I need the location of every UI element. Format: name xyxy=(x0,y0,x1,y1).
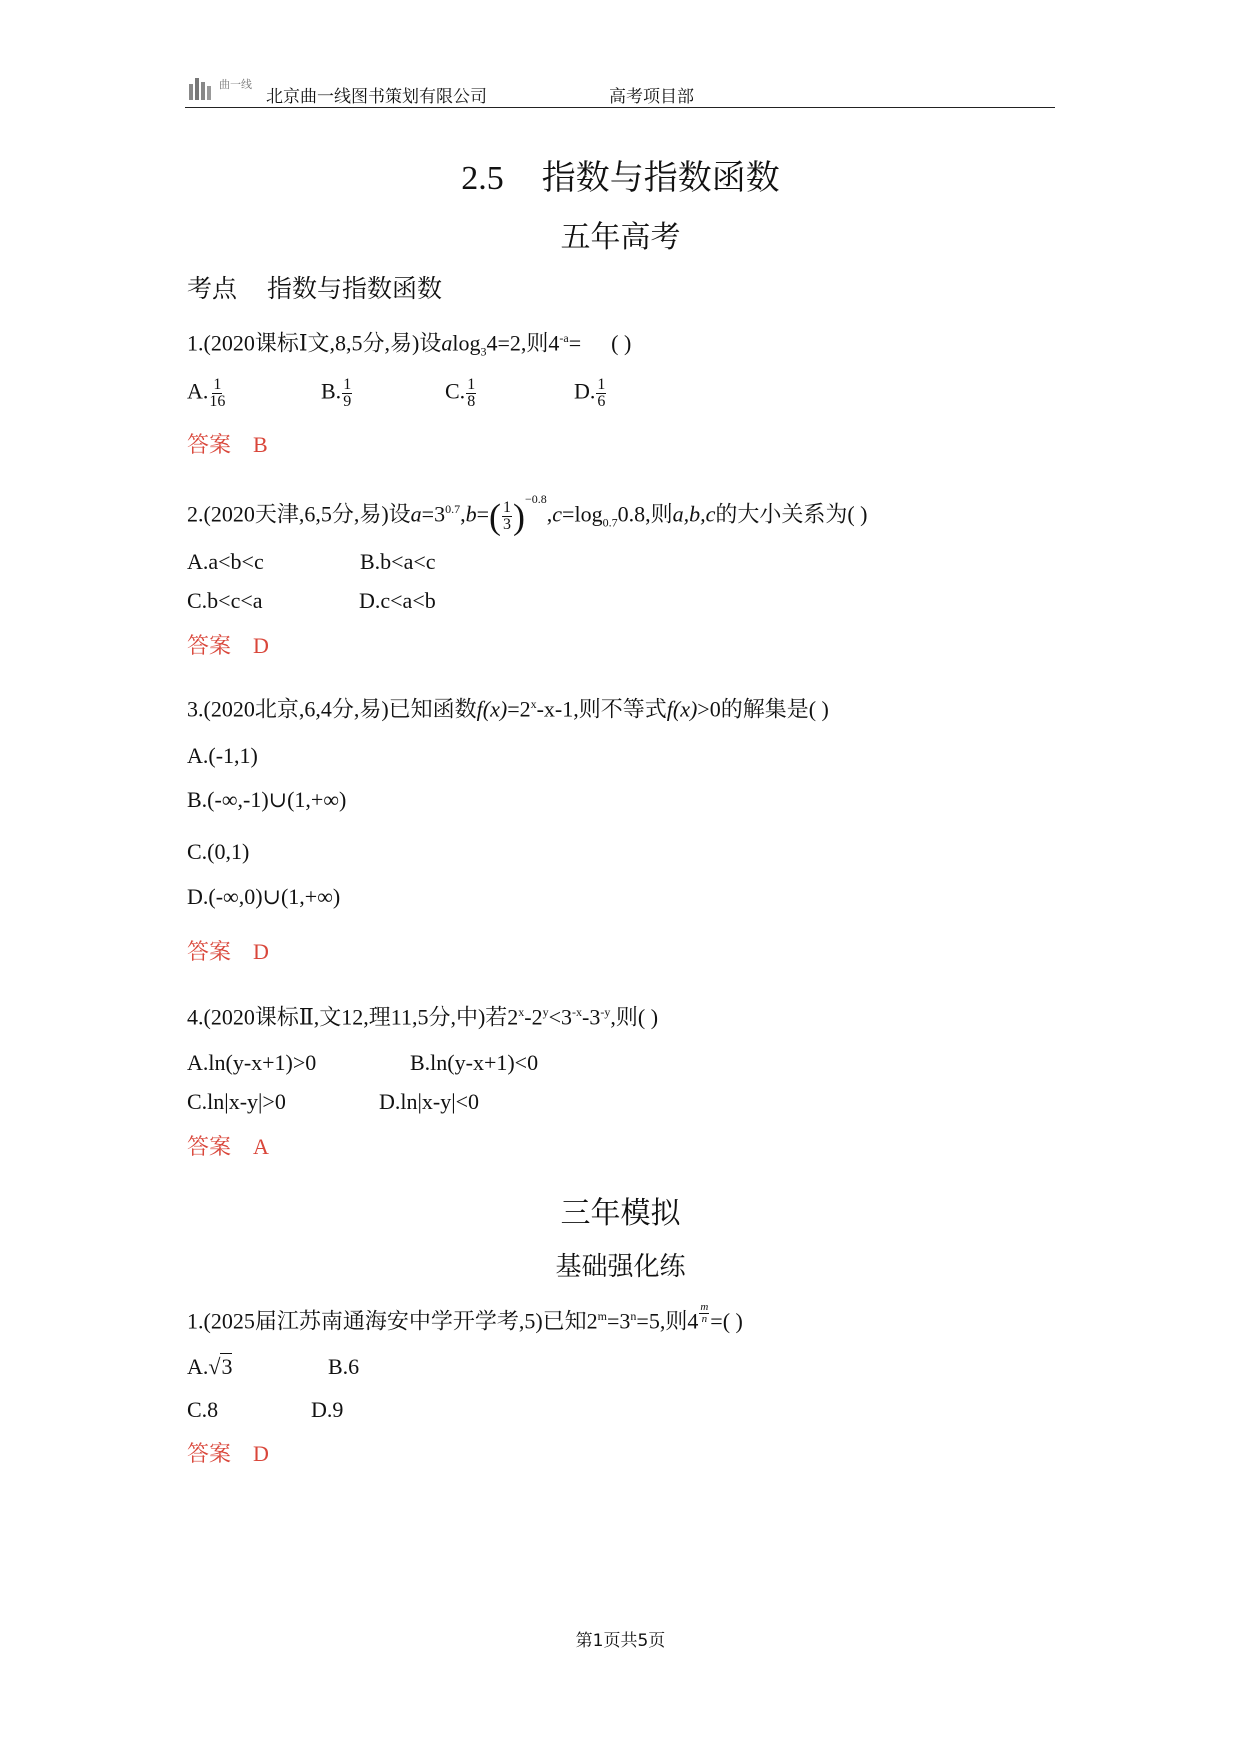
section-heading-three-year: 三年模拟 xyxy=(560,1196,681,1231)
option-c[interactable]: C.(0,1) xyxy=(187,839,250,864)
option-c[interactable]: C. $\frac{1}{8}$ xyxy=(445,376,476,410)
topic-text: 指数与指数函数 xyxy=(267,274,443,303)
option-a[interactable]: A.√3 xyxy=(187,1354,233,1379)
building-logo-icon xyxy=(187,76,217,100)
answer-q2: 答案 D xyxy=(187,633,269,659)
header-divider xyxy=(185,107,1055,108)
publisher-logo xyxy=(187,76,265,100)
answer-q1: 答案 B xyxy=(187,432,268,458)
option-d[interactable]: D. $\frac{1}{6}$ xyxy=(574,376,606,410)
option-d[interactable]: D.(-∞,0)∪(1,+∞) xyxy=(187,884,341,909)
section-number: 2.5 xyxy=(461,160,504,197)
question-3: 3.(2020北京,6,4分,易)已知函数$f(x)=2^x-x-1$,则不等式f(x)>0的解集是( ) xyxy=(187,696,829,722)
option-b[interactable]: B.6 xyxy=(328,1354,360,1379)
option-a[interactable]: A. $\frac{1}{16}$ xyxy=(187,376,226,410)
option-b[interactable]: B.(-∞,-1)∪(1,+∞) xyxy=(187,787,347,812)
option-a[interactable]: A.ln(y-x+1)>0 xyxy=(187,1050,317,1075)
option-b[interactable]: B. $\frac{1}{9}$ xyxy=(321,376,352,410)
logo-text: 曲一线 xyxy=(219,78,252,91)
topic-label: 考点 xyxy=(187,274,238,303)
question-2: 2.(2020天津,6,5分,易)设$a=3^{0.7},b=$( $\frac{1}{3}$ )$^{-0.8},c=\log_{0.7}0.8$,则a,b,c的大小关系为( ) xyxy=(187,492,868,537)
option-c[interactable]: C.b<c<a xyxy=(187,588,263,613)
department-name: 高考项目部 xyxy=(609,87,694,107)
option-c[interactable]: C.8 xyxy=(187,1397,219,1422)
option-c[interactable]: C.ln|x-y|>0 xyxy=(187,1089,286,1114)
question-4: 4.(2020课标Ⅱ,文12,理11,5分,中)若$2^x-2^y<3^{-x}-3^{-y}$,则( ) xyxy=(187,1004,659,1030)
option-b[interactable]: B.b<a<c xyxy=(360,549,436,574)
topic-heading xyxy=(187,269,442,305)
option-d[interactable]: D.c<a<b xyxy=(359,588,436,613)
section-title: 指数与指数函数 xyxy=(541,158,780,198)
section-heading-five-year: 五年高考 xyxy=(560,220,681,255)
question-mock-1: 1.(2025届江苏南通海安中学开学考,5)已知$2^m=3^n=5$,则4 $\frac{m}{n}$ =( ) xyxy=(187,1300,743,1334)
option-d[interactable]: D.9 xyxy=(311,1397,344,1422)
answer-q3: 答案 D xyxy=(187,939,269,965)
page-title xyxy=(0,150,1241,199)
option-a[interactable]: A.(-1,1) xyxy=(187,743,258,768)
page-footer: 第1页共5页 xyxy=(575,1631,666,1651)
option-a[interactable]: A.a<b<c xyxy=(187,549,264,574)
option-d[interactable]: D.ln|x-y|<0 xyxy=(379,1089,480,1114)
company-name: 北京曲一线图书策划有限公司 xyxy=(266,87,487,107)
answer-q4: 答案 A xyxy=(187,1134,269,1160)
answer-mock-1: 答案 D xyxy=(187,1441,269,1467)
option-b[interactable]: B.ln(y-x+1)<0 xyxy=(410,1050,539,1075)
subsection-heading: 基础强化练 xyxy=(555,1252,686,1282)
question-1: 1.(2020课标Ⅰ文,8,5分,易)设alog$_3$4=2,则$4^{-a}=$ ( ) xyxy=(187,330,632,359)
